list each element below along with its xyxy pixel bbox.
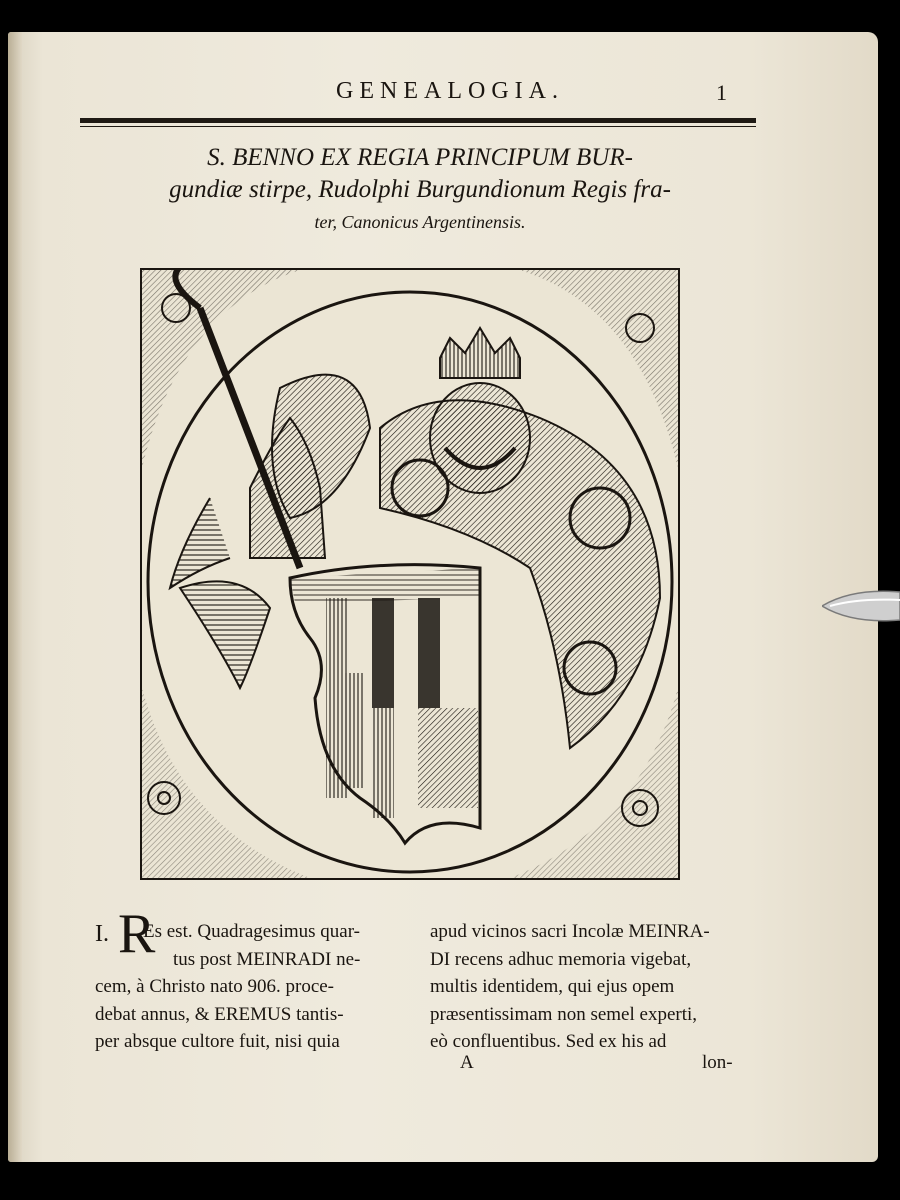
title-line-2: gundiæ stirpe, Rudolphi Burgundionum Regis fra- [169, 176, 671, 203]
text-line: DI recens adhuc memoria vigebat, [430, 948, 692, 970]
catchword: lon- [702, 1052, 733, 1073]
signature-mark: A [460, 1052, 474, 1073]
running-head: GENEALOGIA. [336, 78, 564, 104]
text-column-left [95, 918, 425, 1056]
text-line: Es est. Quadragesimus quar- [143, 921, 361, 942]
chapter-title [70, 142, 770, 238]
text-line: apud vicinos sacri Incolæ MEINRA- [430, 921, 710, 942]
text-line: eò confluentibus. Sed ex his ad [430, 1031, 667, 1052]
page-gutter [8, 32, 22, 1162]
page-number: 1 [716, 80, 727, 105]
header-rule [80, 118, 756, 123]
page-clip-icon [822, 584, 900, 628]
text-column-right [430, 918, 760, 1056]
title-line-3: ter, Canonicus Argentinensis. [314, 212, 526, 232]
text-line: per absque cultore fuit, nisi quia [95, 1031, 340, 1052]
title-line-1: S. BENNO EX REGIA PRINCIPUM BUR- [207, 144, 633, 171]
paragraph-numeral: I. [95, 921, 109, 947]
header-rule-thin [80, 126, 756, 127]
coat-of-arms-engraving [140, 268, 680, 880]
text-line: tus post MEINRADI ne- [173, 948, 361, 970]
text-line: cem, à Christo nato 906. proce- [95, 976, 335, 997]
drop-cap: R [118, 903, 156, 965]
text-line: debat annus, & EREMUS tantis- [95, 1003, 344, 1025]
text-line: præsentissimam non semel experti, [430, 1003, 698, 1025]
text-line: multis identidem, qui ejus opem [430, 976, 675, 997]
